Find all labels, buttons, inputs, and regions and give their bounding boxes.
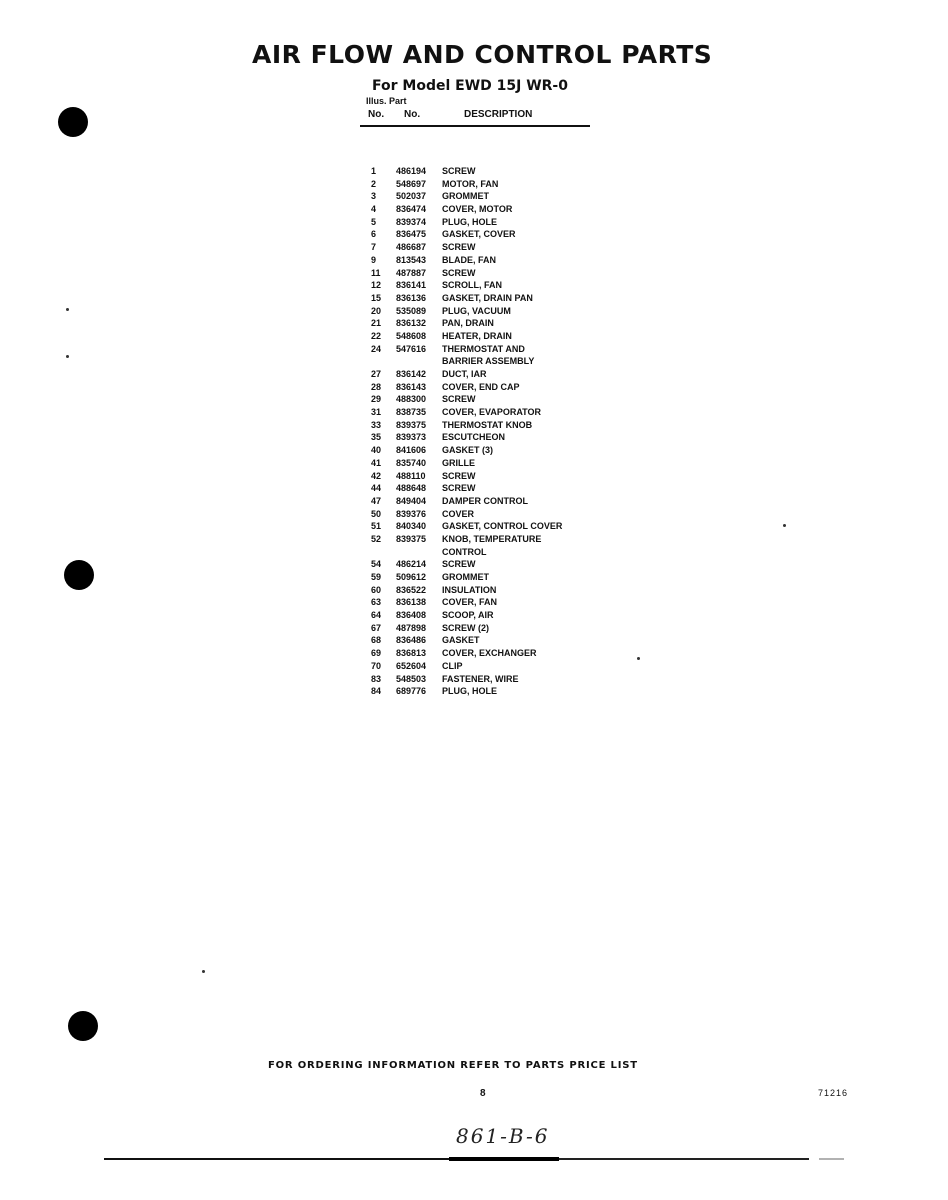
illus-number: 9 [371,254,377,265]
part-number: 486194 [396,166,427,176]
illus-number: 2 [371,178,377,189]
part-number: 836143 [396,381,427,392]
part-description: GASKET (3) [442,445,494,456]
part-description: GASKET, DRAIN PAN [442,292,533,303]
parts-row [371,634,621,647]
illus-number: 5 [371,216,377,227]
parts-row [371,190,621,203]
illus-number: 6 [371,229,377,240]
part-description: DUCT, IAR [442,369,487,379]
part-number: 548503 [396,673,427,684]
part-description: COVER, EVAPORATOR [442,407,542,418]
part-number: 839375 [396,533,427,544]
part-number: 839374 [396,216,427,227]
illus-number: 22 [371,330,382,341]
illus-number: 20 [371,305,382,316]
part-number: 836813 [396,648,427,659]
model-subtitle: For Model EWD 15J WR-0 [372,78,568,94]
illus-number: 44 [371,483,382,494]
part-description: COVER, END CAP [442,381,520,392]
illus-number: 60 [371,584,382,595]
illus-number: 59 [371,572,382,582]
part-description: KNOB, TEMPERATURE [442,533,542,544]
parts-row [371,317,621,330]
page-number: 8 [480,1088,486,1099]
illus-number: 1 [371,166,377,176]
part-description: GROMMET [442,191,489,202]
illus-number: 7 [371,242,377,253]
part-number: 839373 [396,432,427,443]
parts-row [371,647,621,660]
part-description: MOTOR, FAN [442,178,499,189]
handwritten-note: 861-B-6 [456,1124,550,1148]
part-description: COVER, FAN [442,597,498,608]
illus-number: 50 [371,508,382,519]
part-number: 509612 [396,572,427,582]
scan-edge-line [104,1156,844,1162]
illus-number: 31 [371,407,382,418]
parts-row [371,254,621,267]
illus-number: 12 [371,280,382,291]
parts-row [371,165,621,178]
part-description: SCREW [442,267,476,278]
parts-row [371,216,621,229]
illus-number: 24 [371,343,382,354]
part-description: ESCUTCHEON [442,432,506,443]
part-number: 836141 [396,280,427,291]
part-description: COVER, EXCHANGER [442,648,537,659]
column-headers [360,109,590,127]
part-number: 502037 [396,191,427,202]
col-description: DESCRIPTION [464,109,533,120]
parts-row [371,368,621,381]
parts-row [371,482,621,495]
parts-row [371,508,621,521]
part-number: 849404 [396,495,427,506]
part-number: 836138 [396,597,427,608]
part-description: SCREW [442,559,476,570]
part-number: 547616 [396,343,427,354]
part-number: 839376 [396,508,427,519]
part-number: 838735 [396,407,427,418]
illus-number: 51 [371,521,382,532]
illus-number: 15 [371,292,382,303]
part-description: SCREW [442,242,476,253]
part-number: 813543 [396,254,427,265]
part-number: 840340 [396,521,427,532]
part-number: 836408 [396,610,427,621]
parts-row [371,685,621,698]
parts-row [371,609,621,622]
binder-hole-bottom [68,1011,98,1041]
parts-row [371,431,621,444]
part-description: PLUG, HOLE [442,686,498,697]
part-number: 836132 [396,318,427,329]
parts-row [371,267,621,280]
illus-number: 70 [371,660,382,671]
part-description: SCREW [442,394,476,405]
part-description: GRILLE [442,457,475,468]
parts-row [371,355,621,368]
part-number: 835740 [396,457,427,468]
binder-hole-middle [64,560,94,590]
scan-speck [637,657,640,660]
illus-number: 52 [371,533,382,544]
ordering-note: FOR ORDERING INFORMATION REFER TO PARTS PRICE LIST [268,1060,638,1071]
parts-row [371,343,621,356]
parts-row [371,571,621,584]
part-description: SCOOP, AIR [442,610,494,621]
parts-row [371,546,621,559]
illus-number: 28 [371,381,382,392]
parts-row [371,558,621,571]
part-description: SCROLL, FAN [442,280,502,291]
parts-row [371,457,621,470]
part-description: PLUG, HOLE [442,216,498,227]
illus-number: 40 [371,445,382,456]
part-number: 487898 [396,622,427,633]
col-illus-no: No. [368,109,385,120]
part-description: GROMMET [442,572,489,582]
part-number: 488300 [396,394,427,405]
binder-hole-top [58,107,88,137]
part-number: 839375 [396,419,427,430]
parts-row [371,584,621,597]
parts-row [371,330,621,343]
parts-row [371,393,621,406]
part-description: COVER, MOTOR [442,204,513,215]
parts-row [371,444,621,457]
parts-row [371,673,621,686]
part-number: 548697 [396,178,427,189]
parts-row [371,292,621,305]
part-description: GASKET, COVER [442,229,516,240]
illus-number: 42 [371,470,382,481]
illus-number: 33 [371,419,382,430]
part-number: 836136 [396,292,427,303]
part-description: CLIP [442,660,463,671]
part-description: BARRIER ASSEMBLY [442,356,535,367]
scan-speck [783,524,786,527]
parts-row [371,495,621,508]
parts-row [371,203,621,216]
page-title: AIR FLOW AND CONTROL PARTS [252,40,713,69]
part-description: CONTROL [442,546,487,557]
part-number: 836474 [396,204,427,215]
illus-number: 68 [371,635,382,646]
parts-row [371,381,621,394]
part-number: 488110 [396,470,426,481]
scan-speck [66,308,69,311]
illus-number: 21 [371,318,382,329]
part-description: GASKET [442,635,480,646]
part-description: SCREW (2) [442,622,489,633]
part-number: 836522 [396,584,427,595]
part-description: THERMOSTAT KNOB [442,419,533,430]
illus-number: 11 [371,267,381,278]
illus-number: 4 [371,204,377,215]
part-number: 652604 [396,660,427,671]
part-number: 488648 [396,483,427,494]
illus-number: 69 [371,648,382,659]
illus-number: 41 [371,457,382,468]
parts-row [371,660,621,673]
scan-speck [202,970,205,973]
part-description: HEATER, DRAIN [442,330,512,341]
part-description: SCREW [442,166,476,176]
part-number: 841606 [396,445,427,456]
part-description: INSULATION [442,584,497,595]
illus-number: 67 [371,622,382,633]
part-number: 548608 [396,330,427,341]
parts-list [371,165,621,698]
illus-part-heading: Illus. Part [366,96,407,106]
part-description: COVER [442,508,475,519]
part-number: 836486 [396,635,427,646]
parts-row [371,279,621,292]
document-code: 71216 [818,1088,849,1098]
parts-row [371,533,621,546]
parts-row [371,305,621,318]
illus-number: 3 [371,191,377,202]
illus-number: 35 [371,432,382,443]
parts-row [371,470,621,483]
part-number: 836142 [396,369,427,379]
illus-number: 83 [371,673,382,684]
part-number: 486214 [396,559,427,570]
part-number: 487887 [396,267,427,278]
illus-number: 27 [371,369,382,379]
parts-row [371,241,621,254]
part-description: PLUG, VACUUM [442,305,511,316]
parts-row [371,419,621,432]
illus-number: 54 [371,559,382,570]
part-description: SCREW [442,483,476,494]
part-description: FASTENER, WIRE [442,673,519,684]
illus-number: 63 [371,597,382,608]
scan-speck [66,355,69,358]
part-description: THERMOSTAT AND [442,343,525,354]
parts-row [371,596,621,609]
illus-number: 64 [371,610,382,621]
parts-row [371,228,621,241]
part-description: SCREW [442,470,476,481]
col-part-no: No. [404,109,421,120]
part-number: 689776 [396,686,427,697]
part-number: 535089 [396,305,427,316]
part-description: GASKET, CONTROL COVER [442,521,563,532]
illus-number: 84 [371,686,382,697]
part-number: 486687 [396,242,427,253]
part-description: BLADE, FAN [442,254,496,265]
parts-row [371,520,621,533]
parts-row [371,178,621,191]
parts-row [371,406,621,419]
illus-number: 29 [371,394,382,405]
part-description: DAMPER CONTROL [442,495,528,506]
parts-row [371,622,621,635]
part-number: 836475 [396,229,427,240]
illus-number: 47 [371,495,382,506]
part-description: PAN, DRAIN [442,318,494,329]
